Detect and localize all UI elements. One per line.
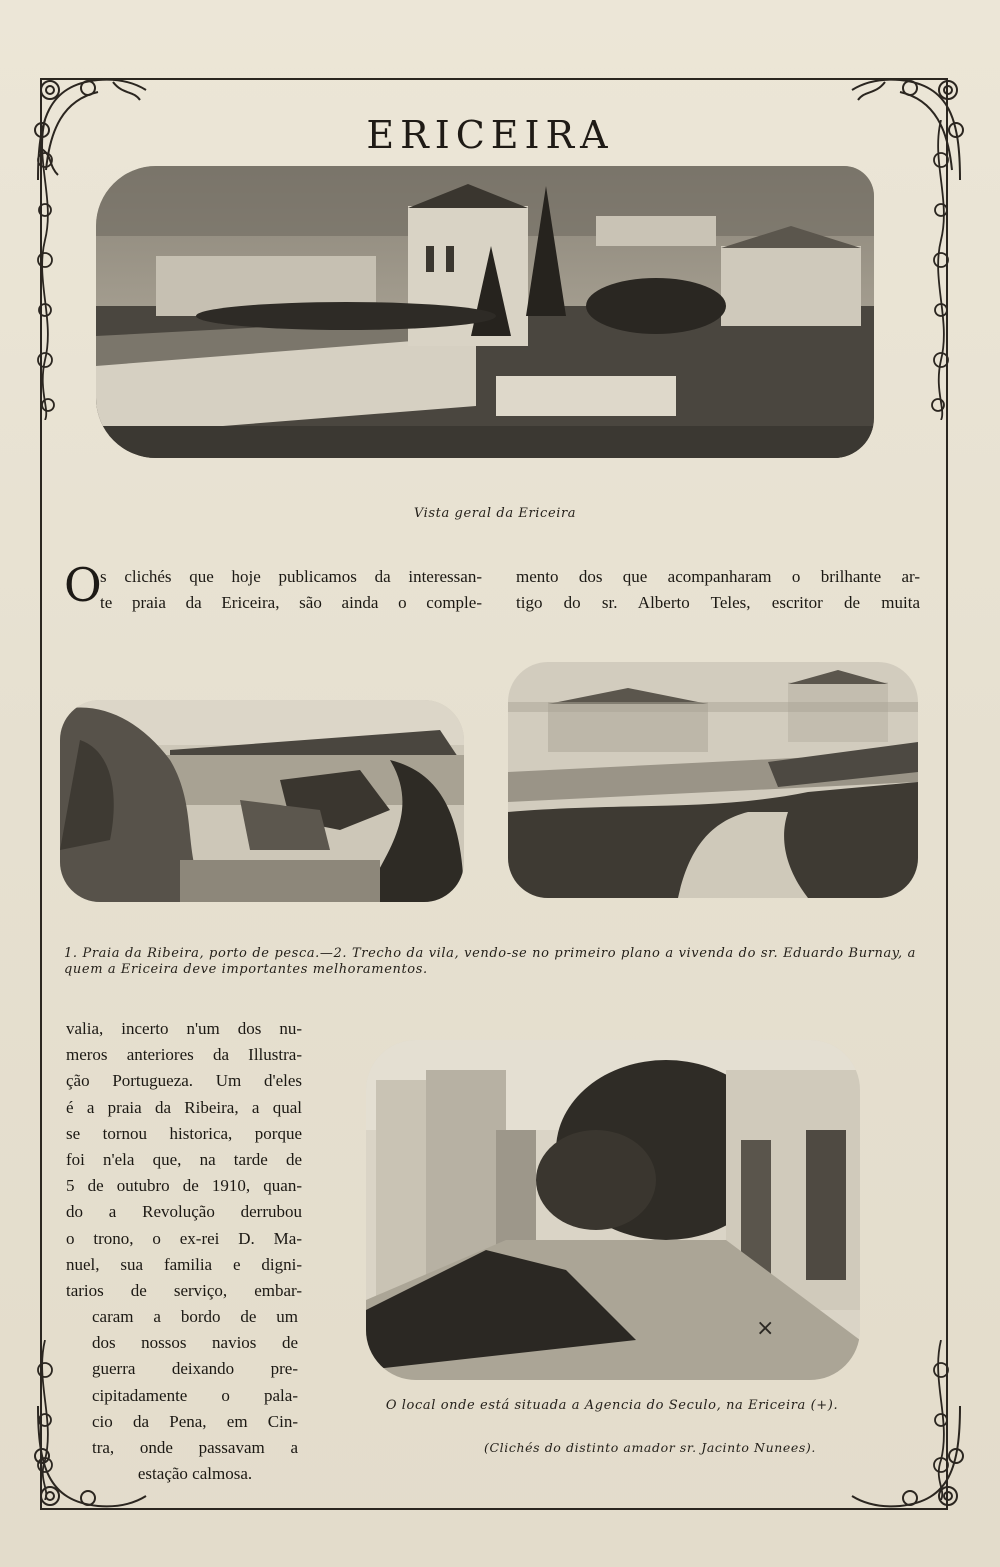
article-line: tra, onde passavam a [92, 1438, 298, 1458]
right-lower-vine-ornament [926, 1340, 956, 1500]
town-panorama-photo [96, 166, 874, 458]
photo-credit: (Clichés do distinto amador sr. Jacinto Nunees). [484, 1440, 816, 1455]
article-line: se tornou historica, porque [66, 1123, 302, 1143]
article-line: meros anteriores da Illustra- [66, 1045, 302, 1065]
article-line: te praia da Ericeira, são ainda o comple- [100, 593, 482, 612]
left-lower-vine-ornament [30, 1340, 60, 1500]
page-title: ERICEIRA [366, 113, 614, 158]
article-line: 5 de outubro de 1910, quan- [66, 1176, 302, 1196]
praia-da-ribeira-photo [60, 700, 464, 902]
right-vine-ornament [926, 120, 956, 420]
article-line: o trono, o ex-rei D. Ma- [66, 1228, 302, 1248]
article-line: guerra deixando pre- [92, 1359, 298, 1379]
agencia-do-seculo-street-photo [366, 1040, 860, 1380]
article-line: tarios de serviço, embar- [66, 1281, 302, 1301]
article-line: valia, incerto n'um dos nu- [66, 1019, 302, 1038]
svg-text:×: × [756, 1316, 775, 1341]
article-line: foi n'ela que, na tarde de [66, 1150, 302, 1170]
article-line: ção Portugueza. Um d'eles [66, 1071, 302, 1091]
article-line: tigo do sr. Alberto Teles, escritor de muita [516, 593, 920, 612]
street-photo-caption: O local onde está situada a Agencia do Seculo, na Ericeira (+). [385, 1398, 839, 1413]
article-line: do a Revolução derrubou [66, 1202, 302, 1222]
main-photo-caption: Vista geral da Ericeira [413, 506, 577, 521]
left-vine-ornament [30, 120, 60, 420]
article-line: caram a bordo de um [92, 1307, 298, 1326]
photo-pair-caption: 1. Praia da Ribeira, porto de pesca.—2. Trecho da vila, vendo-se no primeiro plano a vivenda do sr. Eduardo Burnay, a quem a Ericeira deve importantes melhoramentos. [64, 946, 916, 977]
article-line: cio da Pena, em Cin- [92, 1411, 298, 1431]
article-column-2 [516, 564, 920, 616]
article-line: dos nossos navios de [92, 1333, 298, 1353]
trecho-da-vila-photo [508, 662, 918, 898]
article-line: mento dos que acompanharam o brilhante ar- [516, 567, 920, 586]
article-line: é a praia da Ribeira, a qual [66, 1097, 302, 1117]
article-line: nuel, sua familia e digni- [66, 1254, 302, 1274]
article-line: cipitadamente o pala- [92, 1385, 298, 1405]
article-column-1 [100, 564, 482, 616]
drop-cap: O [64, 558, 102, 612]
article-lower-text-b [92, 1304, 298, 1487]
article-lower-text-a [66, 1016, 302, 1304]
article-line: s clichés que hoje publicamos da interessan- [100, 567, 482, 586]
article-line: estação calmosa. [137, 1464, 253, 1484]
